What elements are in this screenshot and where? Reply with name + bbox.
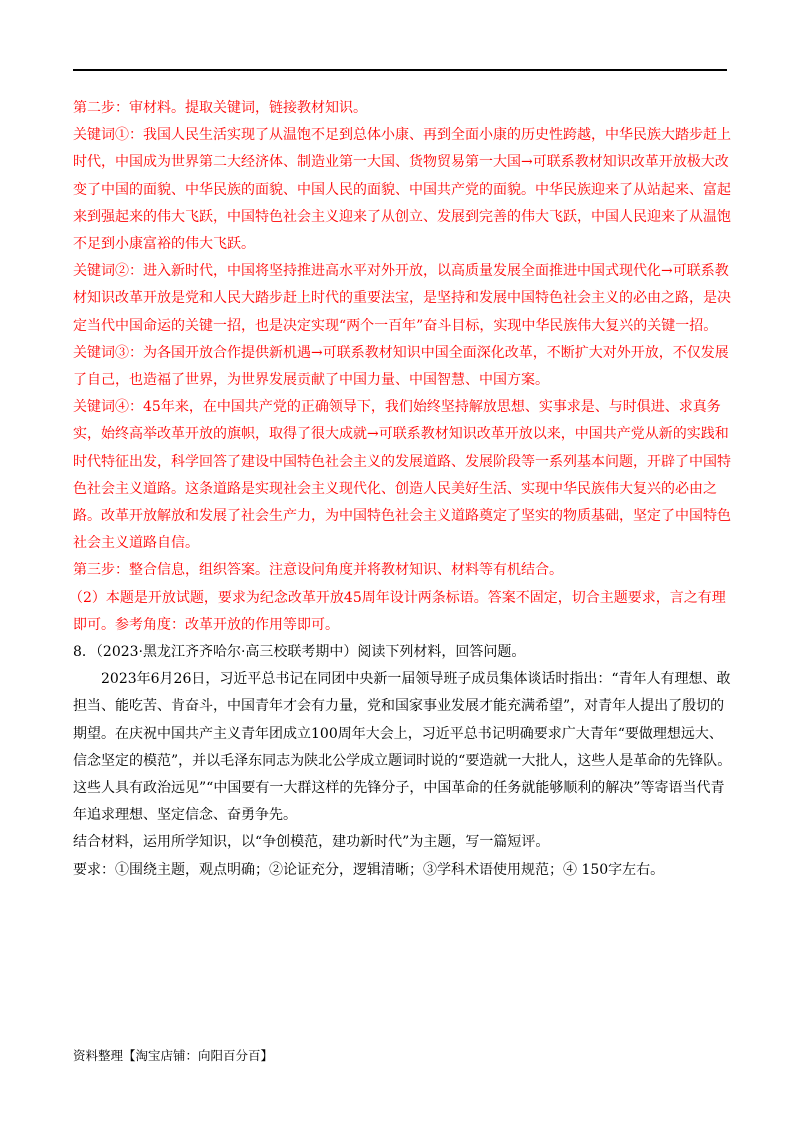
keyword-2: 关键词②：进入新时代，中国将坚持推进高水平对外开放，以高质量发展全面推进中国式现代化→可联系教材知识改革开放是党和人民大踏步赶上时代的重要法宝，是坚持和发展中国特色社会主义的必由之路，是决定当代中国命运的关键一招，也是决定实现“两个一百年”奋斗目标，实现中华民族伟大复兴的关键一招。 [73, 263, 731, 334]
document-body [69, 95, 733, 884]
step2-heading: 第二步：审材料。提取关键词，链接教材知识。 [73, 100, 367, 116]
header-rule [73, 69, 727, 71]
page-footer: 资料整理【淘宝店铺：向阳百分百】 [73, 1048, 274, 1063]
answer-part-2: （2）本题是开放试题，要求为纪念改革开放45周年设计两条标语。答案不固定，切合主题要求，言之有理即可。参考角度：改革开放的作用等即可。 [69, 589, 726, 633]
keyword-1: 关键词①：我国人民生活实现了从温饱不足到总体小康、再到全面小康的历史性跨越，中华民族大踏步赶上时代，中国成为世界第二大经济体、制造业第一大国、货物贸易第一大国→可联系教材知识改革开放极大改变了中国的面貌、中华民族的面貌、中国人民的面貌、中国共产党的面貌。中华民族迎来了从站起来、富起来到强起来的伟大飞跃，中国特色社会主义迎来了从创立、发展到完善的伟大飞跃，中国人民迎来了从温饱不足到小康富裕的伟大飞跃。 [73, 127, 731, 253]
question-8-header: 8．（2023·黑龙江齐齐哈尔·高三校联考期中）阅读下列材料，回答问题。 [73, 644, 526, 661]
keyword-3: 关键词③：为各国开放合作提供新机遇→可联系教材知识中国全面深化改革，不断扩大对外开放，不仅发展了自己，也造福了世界，为世界发展贡献了中国力量、中国智慧、中国方案。 [73, 344, 729, 389]
keyword-4: 关键词④：45年来，在中国共产党的正确领导下，我们始终坚持解放思想、实事求是、与时俱进、求真务实，始终高举改革开放的旗帜，取得了很大成就→可联系教材知识改革开放以来，中国共产党从新的实践和时代特征出发，科学回答了建设中国特色社会主义的发展道路、发展阶段等一系列基本问题，开辟了中国特色社会主义道路。这条道路是实现社会主义现代化、创造人民美好生活、实现中华民族伟大复兴的必由之路。改革开放解放和发展了社会生产力，为中国特色社会主义道路奠定了坚实的物质基础，坚定了中国特色社会主义道路自信。 [73, 399, 731, 552]
question-8-material: 2023年6月26日，习近平总书记在同团中央新一届领导班子成员集体谈话时指出：“青年人有理想、敢担当、能吃苦、肯奋斗，中国青年才会有力量，党和国家事业发展才能充满希望”，对青年人提出了殷切的期望。在庆祝中国共产主义青年团成立100周年大会上，习近平总书记明确要求广大青年“要做理想远大、信念坚定的模范”，并以毛泽东同志为陕北公学成立题词时说的“要造就一大批人，这些人是革命的先锋队。这些人具有政治远见”“中国要有一大群这样的先锋分子，中国革命的任务就能够顺利的解决”等寄语当代青年追求理想、坚定信念、奋勇争先。 [73, 671, 732, 824]
question-8-task: 结合材料，运用所学知识，以“争创模范，建功新时代”为主题，写一篇短评。 [73, 834, 550, 851]
question-8-requirements: 要求：①围绕主题，观点明确；②论证充分，逻辑清晰；③学科术语使用规范；④ 150字左右。 [73, 861, 665, 878]
step3-heading: 第三步：整合信息，组织答案。注意设问角度并将教材知识、材料等有机结合。 [73, 562, 563, 579]
